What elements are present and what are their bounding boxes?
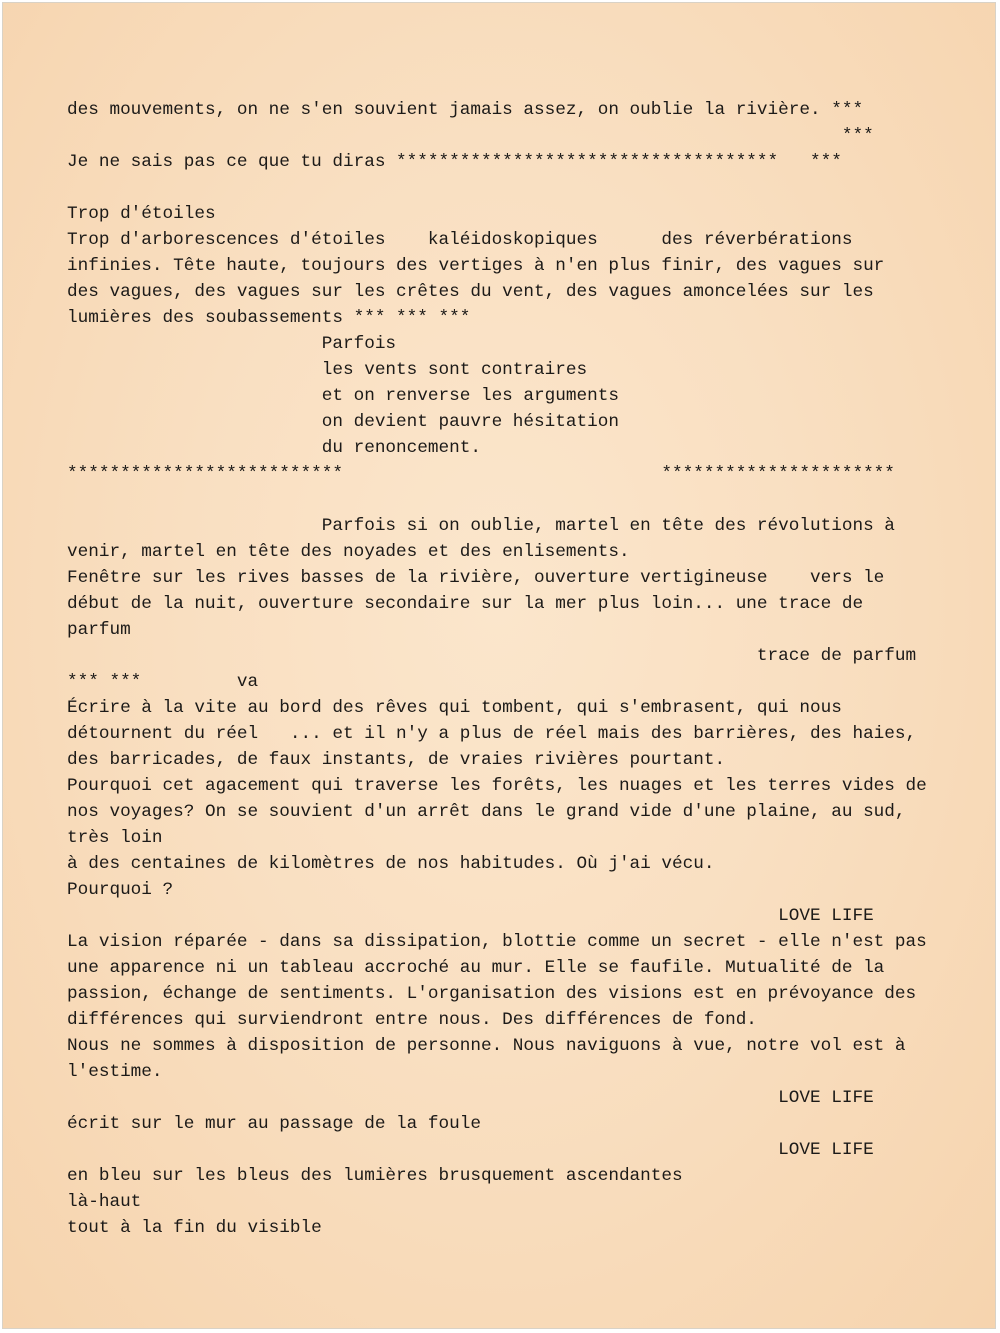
text-line: des mouvements, on ne s'en souvient jamais assez, on oublie la rivière. *** bbox=[67, 100, 864, 120]
text-line: Parfois si on oublie, martel en tête des révolutions à bbox=[67, 516, 895, 536]
text-line: trace de parfum bbox=[67, 646, 917, 666]
text-line: lumières des soubassements *** *** *** bbox=[67, 308, 471, 328]
text-line: différences qui surviendront entre nous. Des différences de fond. bbox=[67, 1010, 757, 1030]
text-line: nos voyages? On se souvient d'un arrêt dans le grand vide d'une plaine, au sud, bbox=[67, 802, 906, 822]
text-line: *** *** va bbox=[67, 672, 259, 692]
text-line: détournent du réel ... et il n'y a plus de réel mais des barrières, des haies, bbox=[67, 724, 917, 744]
text-line: LOVE LIFE bbox=[67, 1140, 874, 1160]
text-line: des barricades, de faux instants, de vraies rivières pourtant. bbox=[67, 750, 726, 770]
typewritten-text bbox=[67, 97, 947, 1241]
text-line: LOVE LIFE bbox=[67, 1088, 874, 1108]
text-line: Fenêtre sur les rives basses de la rivière, ouverture vertigineuse vers le bbox=[67, 568, 885, 588]
text-line: LOVE LIFE bbox=[67, 906, 874, 926]
text-line: Nous ne sommes à disposition de personne. Nous naviguons à vue, notre vol est à bbox=[67, 1036, 906, 1056]
text-line: Pourquoi cet agacement qui traverse les forêts, les nuages et les terres vides de bbox=[67, 776, 927, 796]
text-line: *** bbox=[67, 126, 874, 146]
text-line: ************************** ********************** bbox=[67, 464, 895, 484]
text-line: venir, martel en tête des noyades et des enlisements. bbox=[67, 542, 630, 562]
text-line: La vision réparée - dans sa dissipation, blottie comme un secret - elle n'est pas bbox=[67, 932, 927, 952]
text-line: Écrire à la vite au bord des rêves qui tombent, qui s'embrasent, qui nous bbox=[67, 698, 842, 718]
text-line: Parfois bbox=[67, 334, 397, 354]
text-line: tout à la fin du visible bbox=[67, 1218, 322, 1238]
text-line: on devient pauvre hésitation bbox=[67, 412, 619, 432]
text-line: début de la nuit, ouverture secondaire sur la mer plus loin... une trace de bbox=[67, 594, 864, 614]
text-line: et on renverse les arguments bbox=[67, 386, 619, 406]
text-line: du renoncement. bbox=[67, 438, 481, 458]
text-line: à des centaines de kilomètres de nos habitudes. Où j'ai vécu. bbox=[67, 854, 715, 874]
text-line: passion, échange de sentiments. L'organisation des visions est en prévoyance des bbox=[67, 984, 917, 1004]
text-line: en bleu sur les bleus des lumières brusquement ascendantes bbox=[67, 1166, 683, 1186]
text-line bbox=[67, 175, 947, 201]
text-line: l'estime. bbox=[67, 1062, 163, 1082]
text-line: des vagues, des vagues sur les crêtes du vent, des vagues amoncelées sur les bbox=[67, 282, 874, 302]
text-line: Trop d'arborescences d'étoiles kaléidoskopiques des réverbérations bbox=[67, 230, 853, 250]
text-line: parfum bbox=[67, 620, 131, 640]
text-line: une apparence ni un tableau accroché au mur. Elle se faufile. Mutualité de la bbox=[67, 958, 885, 978]
text-line: Trop d'étoiles bbox=[67, 204, 216, 224]
text-line: Je ne sais pas ce que tu diras ************************************ *** bbox=[67, 152, 842, 172]
paper-sheet bbox=[2, 2, 996, 1329]
text-line bbox=[67, 487, 947, 513]
text-line: infinies. Tête haute, toujours des vertiges à n'en plus finir, des vagues sur bbox=[67, 256, 885, 276]
text-line: les vents sont contraires bbox=[67, 360, 588, 380]
text-line: là-haut bbox=[67, 1192, 142, 1212]
text-line: Pourquoi ? bbox=[67, 880, 174, 900]
text-line: écrit sur le mur au passage de la foule bbox=[67, 1114, 481, 1134]
text-line: très loin bbox=[67, 828, 163, 848]
